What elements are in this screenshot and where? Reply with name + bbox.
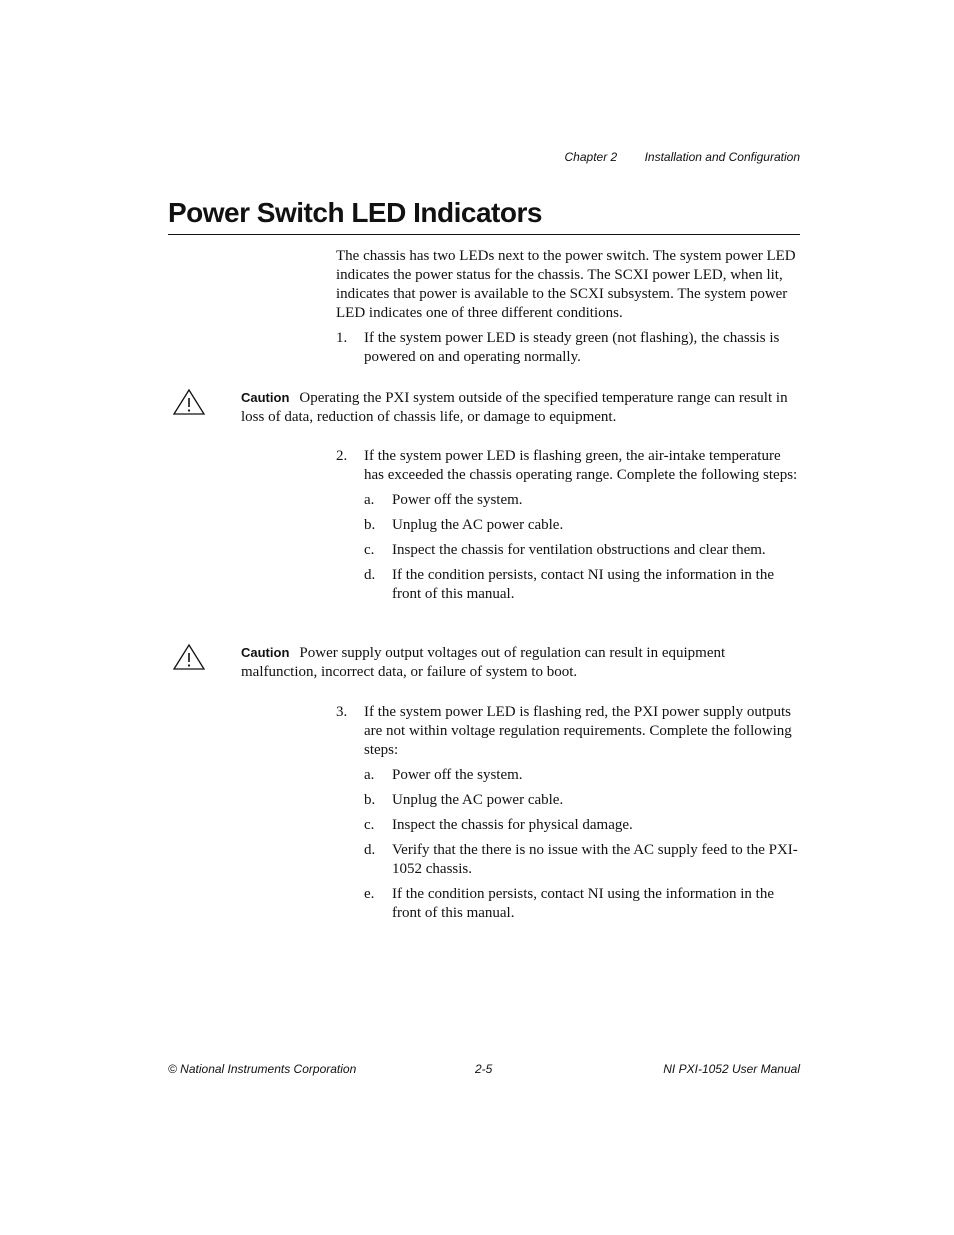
manual-title: NI PXI-1052 User Manual [663, 1062, 800, 1076]
step-letter: a. [364, 767, 375, 783]
step-text: Inspect the chassis for physical damage. [392, 817, 633, 833]
step-text: Power off the system. [392, 767, 523, 783]
step-text: Unplug the AC power cable. [392, 792, 564, 808]
step-letter: c. [364, 542, 375, 558]
step-letter: d. [364, 567, 376, 583]
caution-triangle-icon [172, 388, 206, 416]
sub-step [364, 516, 800, 535]
step-text: If the condition persists, contact NI using the information in the front of this manual. [392, 567, 775, 602]
sub-step [364, 816, 800, 835]
step-letter: b. [364, 517, 376, 533]
caution-label: Caution [241, 645, 290, 660]
step-text: Inspect the chassis for ventilation obstructions and clear them. [392, 542, 766, 558]
running-header [565, 150, 800, 164]
page-number: 2-5 [475, 1062, 493, 1076]
step-text: If the condition persists, contact NI using the information in the front of this manual. [392, 886, 775, 921]
caution-note-2 [168, 643, 800, 682]
caution-note-1 [168, 388, 800, 427]
sub-step [364, 566, 800, 604]
item-text: If the system power LED is steady green (not flashing), the chassis is powered on and operating normally. [364, 330, 780, 365]
caution-triangle-icon [172, 643, 206, 671]
sub-step [364, 541, 800, 560]
step-letter: a. [364, 492, 375, 508]
step-text: Unplug the AC power cable. [392, 517, 564, 533]
sub-step [364, 885, 800, 923]
item-number: 3. [336, 704, 348, 720]
footer-copyright: © National Instruments Corporation [168, 1062, 357, 1076]
step-letter: e. [364, 886, 375, 902]
step-text: Verify that the there is no issue with the AC supply feed to the PXI-1052 chassis. [392, 842, 798, 877]
item-text: If the system power LED is flashing green, the air-intake temperature has exceeded the chassis operating range. Complete the following steps: [364, 448, 798, 483]
section-label: Installation and Configuration [644, 150, 800, 164]
numbered-item-2 [336, 447, 800, 610]
sub-step [364, 791, 800, 810]
item-number: 2. [336, 448, 348, 464]
numbered-item-1 [336, 329, 800, 367]
step-letter: b. [364, 792, 376, 808]
chapter-label: Chapter 2 [564, 150, 618, 164]
item-text: If the system power LED is flashing red, the PXI power supply outputs are not within voltage regulation requirements. Complete the following steps: [364, 704, 792, 758]
page-title: Power Switch LED Indicators [168, 196, 800, 235]
step-letter: d. [364, 842, 376, 858]
sub-step [364, 766, 800, 785]
numbered-item-3 [336, 703, 800, 929]
caution-label: Caution [241, 390, 290, 405]
sub-step [364, 841, 800, 879]
step-letter: c. [364, 817, 375, 833]
sub-steps-list [364, 766, 800, 923]
caution-text: Power supply output voltages out of regulation can result in equipment malfunction, incorrect data, or failure of system to boot. [241, 645, 726, 680]
caution-text: Operating the PXI system outside of the specified temperature range can result in loss of data, reduction of chassis life, or damage to equipment. [241, 390, 788, 425]
step-text: Power off the system. [392, 492, 523, 508]
item-number: 1. [336, 330, 348, 346]
sub-step [364, 491, 800, 510]
intro-paragraph: The chassis has two LEDs next to the power switch. The system power LED indicates the power status for the chassis. The SCXI power LED, when lit, indicates that power is available to the SCXI subsystem. The system power LED indicates one of three different conditions. [336, 248, 796, 321]
sub-steps-list [364, 491, 800, 604]
